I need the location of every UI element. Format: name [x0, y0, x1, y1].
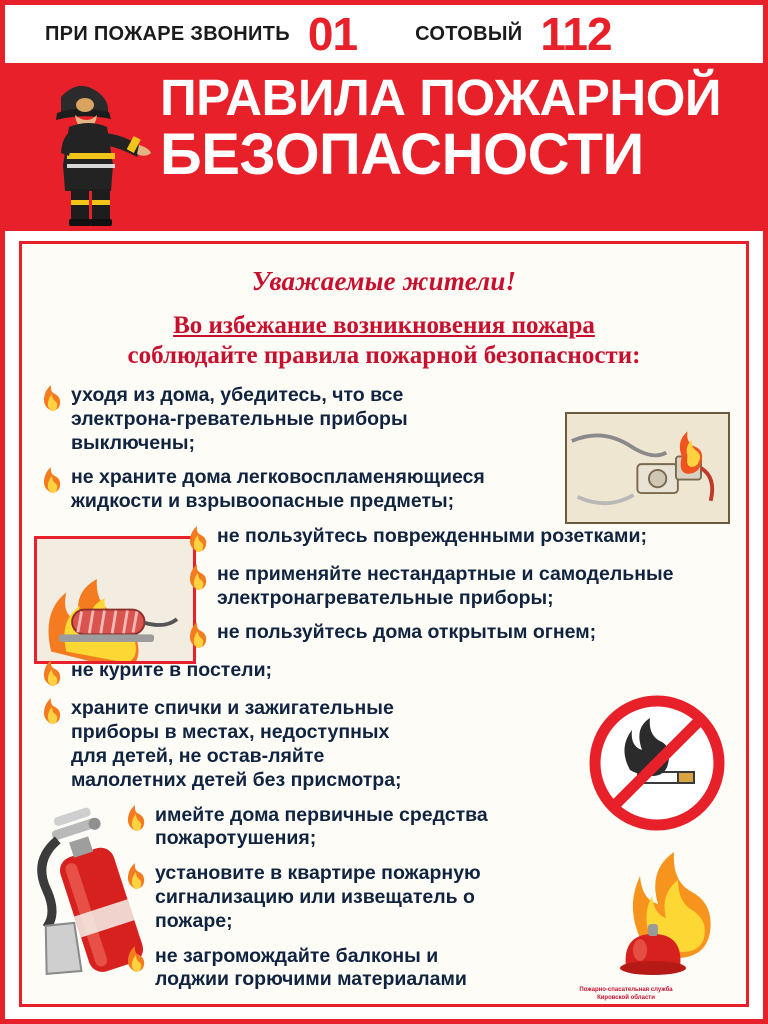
credit-block — [536, 987, 716, 1002]
title-band — [5, 63, 763, 231]
list-item — [126, 804, 730, 852]
rule-text: не курите в постели; — [71, 659, 273, 682]
flame-icon — [42, 385, 62, 411]
list-item — [42, 384, 730, 455]
flame-icon — [42, 467, 62, 493]
credit-line-2: Кировской области — [597, 994, 655, 1001]
title-line-2: БЕЗОПАСНОСТИ — [160, 122, 644, 188]
subtitle-block — [38, 311, 730, 370]
subtitle-line-1: Во избежание возникновения пожара — [173, 312, 595, 339]
credit-line-1: Пожарно-спасательная служба — [579, 987, 673, 993]
rules-list — [38, 384, 730, 992]
rule-text: уходя из дома, убедитесь, что все электрона-гревательные приборы выключены; — [71, 384, 408, 454]
rule-text: имейте дома первичные средства пожаротушения; — [155, 803, 488, 850]
list-item — [42, 697, 730, 792]
flame-icon — [126, 946, 146, 972]
flame-icon — [188, 622, 208, 648]
list-item — [188, 563, 730, 611]
mobile-call-number: 112 — [540, 8, 612, 60]
list-item — [42, 466, 730, 514]
flame-icon — [42, 698, 62, 724]
list-item — [126, 945, 730, 993]
content-sheet — [19, 241, 749, 1007]
flame-icon — [126, 805, 146, 831]
subtitle-line-2: соблюдайте правила пожарной безопасности: — [127, 341, 641, 369]
list-item — [42, 659, 730, 686]
rule-text: не храните дома легковоспламеняющиеся жидкости и взрывоопасные предметы; — [71, 466, 485, 513]
rule-text: храните спички и зажигательные приборы в местах, недоступных для детей, не остав-ляйте малолетних детей без присмотра; — [71, 697, 402, 791]
emergency-phone-strip — [5, 5, 763, 63]
flame-icon — [188, 526, 208, 552]
flame-icon — [188, 564, 208, 590]
flame-icon — [42, 660, 62, 686]
list-item — [188, 621, 730, 648]
fire-call-label: ПРИ ПОЖАРЕ ЗВОНИТЬ — [45, 22, 290, 45]
poster-title — [160, 69, 753, 188]
rule-text: не пользуйтесь поврежденными розетками; — [217, 524, 647, 547]
list-item — [188, 525, 730, 552]
firefighter-icon — [31, 67, 151, 227]
flame-icon — [126, 863, 146, 889]
rule-text: не применяйте нестандартные и самодельные электронагревательные приборы; — [217, 562, 674, 609]
title-line-1: ПРАВИЛА ПОЖАРНОЙ — [160, 69, 722, 126]
rule-text: установите в квартире пожарную сигнализацию или извещатель о пожаре; — [155, 862, 481, 932]
mobile-call-label: СОТОВЫЙ — [415, 22, 523, 45]
rule-text: не загромождайте балконы и лоджии горючими материалами — [155, 944, 467, 991]
greeting-text: Уважаемые жители! — [251, 266, 517, 296]
rule-text: не пользуйтесь дома открытым огнем; — [217, 621, 597, 644]
list-item — [126, 862, 730, 933]
fire-call-number: 01 — [307, 8, 358, 60]
